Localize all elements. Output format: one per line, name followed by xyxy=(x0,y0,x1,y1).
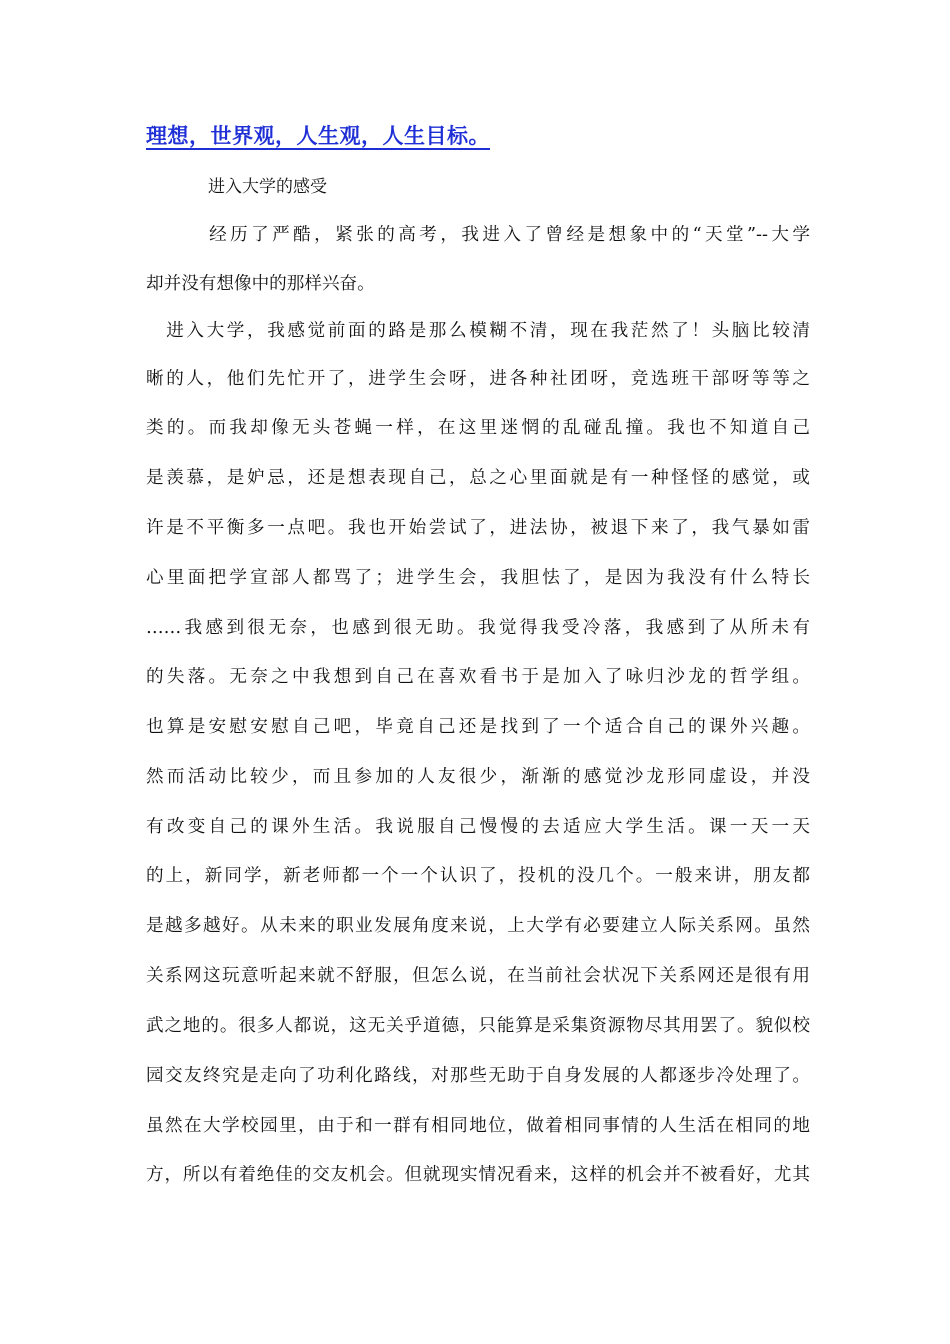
text-line: 是羡慕，是妒忌，还是想表现自己，总之心里面就是有一种怪怪的感觉，或 xyxy=(146,468,810,488)
text-line: 却并没有想像中的那样兴奋。 xyxy=(146,274,375,294)
text-line: 有改变自己的课外生活。我说服自己慢慢的去适应大学生活。课一天一天 xyxy=(146,817,810,837)
document-title-link[interactable]: 理想，世界观，人生观，人生目标。 xyxy=(146,123,490,148)
text-line: 许是不平衡多一点吧。我也开始尝试了，进法协，被退下来了，我气暴如雷 xyxy=(146,518,810,538)
text-line: 的失落。无奈之中我想到自己在喜欢看书于是加入了咏归沙龙的哲学组。 xyxy=(146,667,810,687)
text-line: 进入大学，我感觉前面的路是那么模糊不清，现在我茫然了！头脑比较清 xyxy=(146,321,810,341)
text-line: 方，所以有着绝佳的交友机会。但就现实情况看来，这样的机会并不被看好，尤其 xyxy=(146,1165,810,1185)
text-line: 然而活动比较少，而且参加的人友很少，渐渐的感觉沙龙形同虚设，并没 xyxy=(146,767,810,787)
text-line: 园交友终究是走向了功利化路线，对那些无助于自身发展的人都逐步冷处理了。 xyxy=(146,1066,810,1086)
text-line: 是越多越好。从未来的职业发展角度来说，上大学有必要建立人际关系网。虽然 xyxy=(146,916,810,936)
text-line: 武之地的。很多人都说，这无关乎道德，只能算是采集资源物尽其用罢了。貌似校 xyxy=(146,1016,810,1036)
text-line: 类的。而我却像无头苍蝇一样，在这里迷惘的乱碰乱撞。我也不知道自己 xyxy=(146,418,810,438)
section-heading: 进入大学的感受 xyxy=(208,177,327,197)
text-line: 经历了严酷，紧张的高考，我进入了曾经是想象中的“天堂”--大学 xyxy=(146,225,810,245)
text-line: ……我感到很无奈，也感到很无助。我觉得我受冷落，我感到了从所未有 xyxy=(146,618,810,638)
text-line: 关系网这玩意听起来就不舒服，但怎么说，在当前社会状况下关系网还是很有用 xyxy=(146,966,810,986)
text-line: 的上，新同学，新老师都一个一个认识了，投机的没几个。一般来讲，朋友都 xyxy=(146,866,810,886)
text-line: 心里面把学宣部人都骂了；进学生会，我胆怯了，是因为我没有什么特长 xyxy=(146,568,810,588)
text-line: 也算是安慰安慰自己吧，毕竟自己还是找到了一个适合自己的课外兴趣。 xyxy=(146,717,810,737)
text-line: 晰的人，他们先忙开了，进学生会呀，进各种社团呀，竞选班干部呀等等之 xyxy=(146,369,810,389)
text-line: 虽然在大学校园里，由于和一群有相同地位，做着相同事情的人生活在相同的地 xyxy=(146,1116,810,1136)
